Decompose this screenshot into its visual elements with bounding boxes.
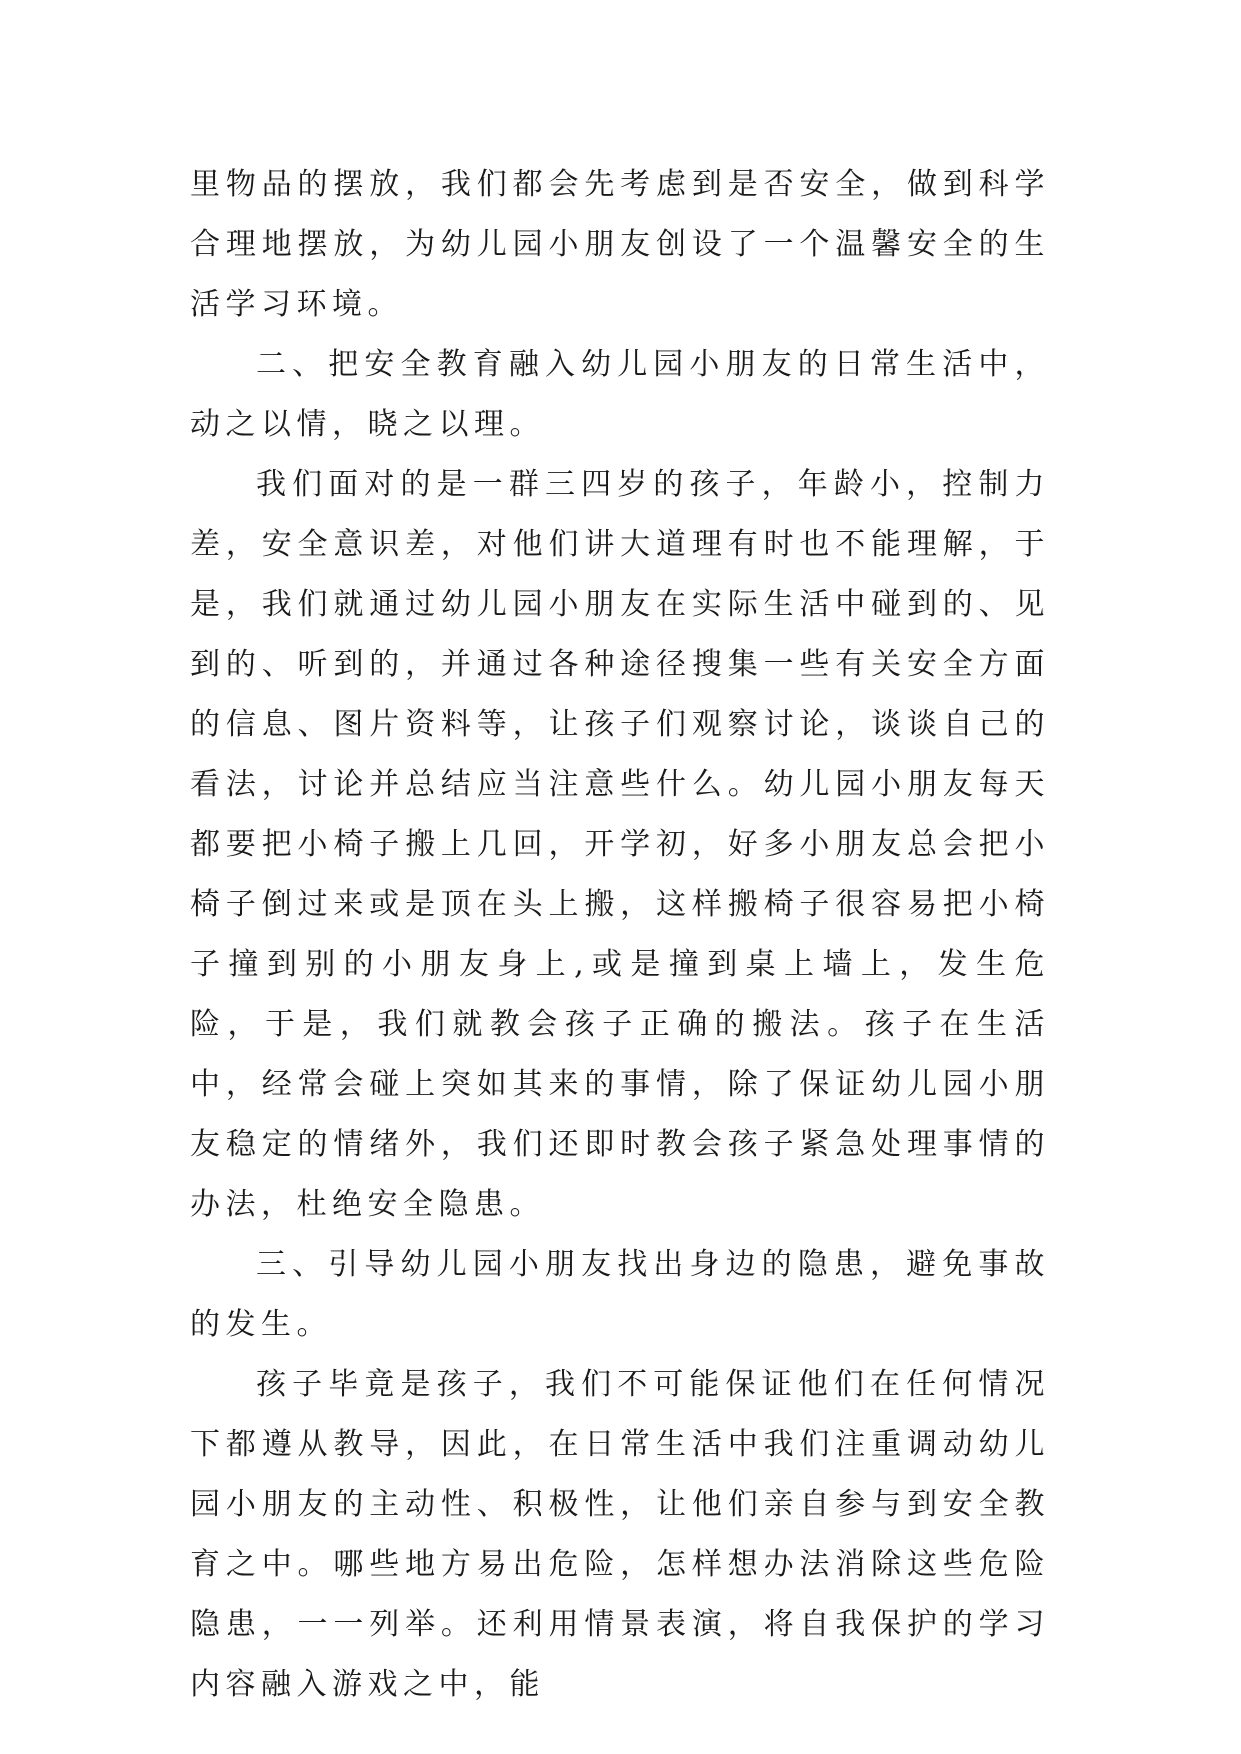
- paragraph-2: 我们面对的是一群三四岁的孩子，年龄小，控制力差，安全意识差，对他们讲大道理有时也不能理解，于是，我们就通过幼儿园小朋友在实际生活中碰到的、见到的、听到的，并通过各种途径搜集一些有关安全方面的信息、图片资料等，让孩子们观察讨论，谈谈自己的看法，讨论并总结应当注意些什么。幼儿园小朋友每天都要把小椅子搬上几回，开学初，好多小朋友总会把小椅子倒过来或是顶在头上搬，这样搬椅子很容易把小椅子撞到别的小朋友身上,或是撞到桌上墙上，发生危险，于是，我们就教会孩子正确的搬法。孩子在生活中，经常会碰上突如其来的事情，除了保证幼儿园小朋友稳定的情绪外，我们还即时教会孩子紧急处理事情的办法，杜绝安全隐患。: [190, 467, 1050, 1222]
- section-heading-2: 二、把安全教育融入幼儿园小朋友的日常生活中，动之以情，晓之以理。: [190, 347, 1050, 442]
- paragraph-1: 里物品的摆放，我们都会先考虑到是否安全，做到科学合理地摆放，为幼儿园小朋友创设了一个温馨安全的生活学习环境。: [190, 167, 1050, 322]
- paragraph-3: 孩子毕竟是孩子，我们不可能保证他们在任何情况下都遵从教导，因此，在日常生活中我们注重调动幼儿园小朋友的主动性、积极性，让他们亲自参与到安全教育之中。哪些地方易出危险，怎样想办法消除这些危险隐患，一一列举。还利用情景表演，将自我保护的学习内容融入游戏之中，能: [190, 1367, 1050, 1702]
- document-body: [190, 155, 1050, 1715]
- section-heading-3: 三、引导幼儿园小朋友找出身边的隐患，避免事故的发生。: [190, 1247, 1050, 1342]
